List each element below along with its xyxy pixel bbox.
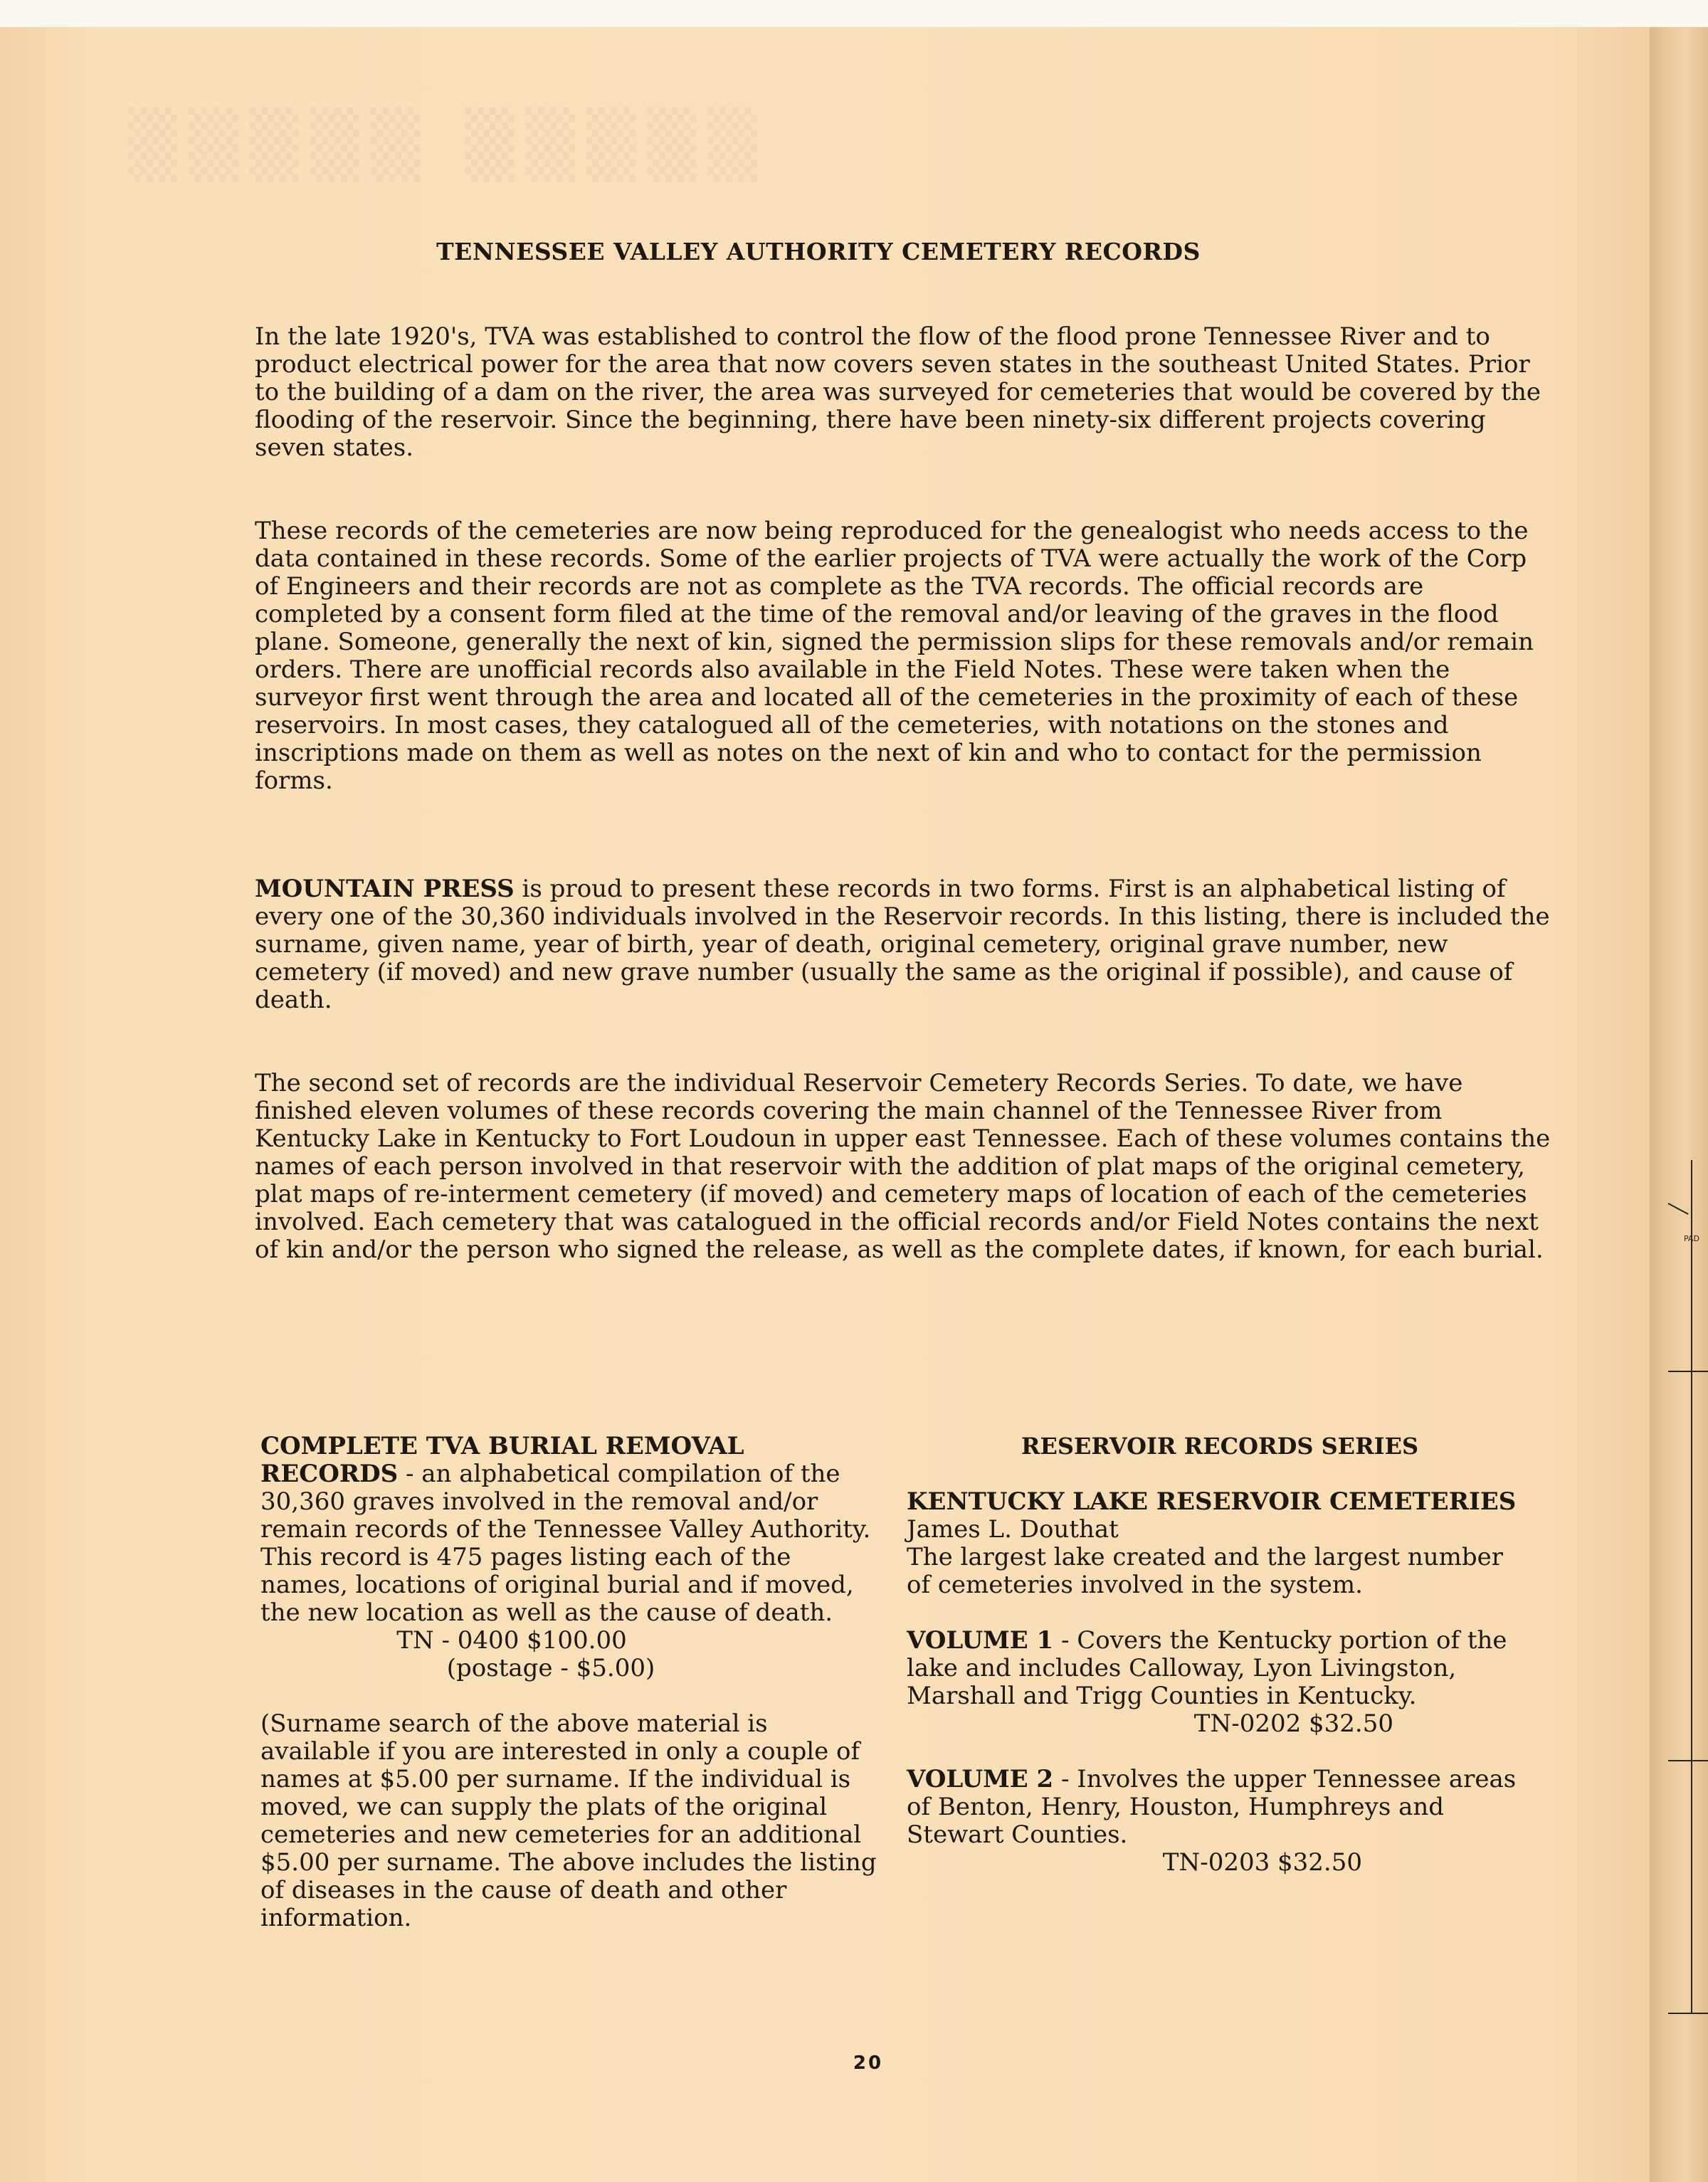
- volume-1-text: - Covers the Kentucky portion of the lake and includes Calloway, Lyon Livingston, Marshall and Trigg Counties in Kentucky.: [907, 1626, 1507, 1710]
- spacer: [907, 1460, 1533, 1488]
- bleed-through-text: ▒▒▒▒▒ ▒▒▒▒▒: [128, 107, 769, 182]
- kentucky-lake-description: The largest lake created and the largest number of cemeteries involved in the system.: [907, 1543, 1504, 1599]
- reservoir-series-heading: RESERVOIR RECORDS SERIES: [1021, 1433, 1419, 1460]
- burial-removal-text: - an alphabetical compilation of the 30,360 graves involved in the removal and/or remain records of the Tennessee Valley Authority. This record is 475 pages listing each of the names, locations of original burial and if moved, the new location as well as the cause of death.: [260, 1460, 871, 1627]
- volume-2-entry: [907, 1766, 1533, 1849]
- adjacent-page-edge: [1650, 27, 1708, 2182]
- mountain-press-name: MOUNTAIN PRESS: [255, 875, 515, 903]
- page-number: 20: [853, 2052, 884, 2074]
- volume-1-price: TN-0202 $32.50: [1193, 1709, 1393, 1738]
- scan-top-margin: [0, 0, 1708, 27]
- kentucky-lake-entry: [907, 1488, 1533, 1544]
- adjacent-page-fragment: PAD: [1684, 1234, 1699, 1243]
- surname-search-note: (Surname search of the above material is available if you are interested in only a couple of names at $5.00 per surname. If the individual is moved, we can supply the plats of the original cemeteries and new cemeteries for an additional $5.00 per surname. The above includes the listing of diseases in the cause of death and other information.: [260, 1709, 877, 1932]
- mountain-press-paragraph: [255, 875, 1557, 1014]
- volume-2-label: VOLUME 2: [907, 1765, 1054, 1793]
- spacer: [907, 1738, 1533, 1766]
- page-title: TENNESSEE VALLEY AUTHORITY CEMETERY RECORDS: [436, 238, 1201, 265]
- burial-removal-price: TN - 0400 $100.00: [396, 1626, 627, 1655]
- mountain-press-text: is proud to present these records in two forms. First is an alphabetical listing of every one of the 30,360 individuals involved in the Reservoir records. In this listing, there is included the surname, given name, year of birth, year of death, original cemetery, original grave number, new cemetery (if moved) and new grave number (usually the same as the original if possible), and cause of death.: [255, 875, 1550, 1014]
- spacer: [907, 1599, 1533, 1627]
- volume-1-label: VOLUME 1: [907, 1626, 1054, 1655]
- volume-2-text: - Involves the upper Tennessee areas of Benton, Henry, Houston, Humphreys and Stewart Counties.: [907, 1765, 1517, 1849]
- kentucky-lake-title: KENTUCKY LAKE RESERVOIR CEMETERIES: [907, 1487, 1517, 1516]
- volume-1-entry: [907, 1627, 1533, 1710]
- burial-removal-heading: COMPLETE TVA BURIAL REMOVAL RECORDS: [260, 1432, 744, 1488]
- kentucky-lake-author: James L. Douthat: [907, 1515, 1119, 1544]
- burial-removal-description: [260, 1433, 877, 1627]
- records-paragraph: These records of the cemeteries are now being reproduced for the genealogist who needs access to the data contained in these records. Some of the earlier projects of TVA were actually the work of the Corp of Engineers and their records are not as complete as the TVA records. The official records are completed by a consent form filed at the time of the removal and/or leaving of the graves in the flood plane. Someone, generally the next of kin, signed the permission slips for these removals and/or remain orders. There are unofficial records also available in the Field Notes. These were taken when the surveyor first went through the area and located all of the cemeteries in the proximity of each of these reservoirs. In most cases, they catalogued all of the cemeteries, with notations on the stones and inscriptions made on them as well as notes on the next of kin and who to contact for the permission forms.: [255, 517, 1534, 795]
- right-column: [907, 1433, 1533, 1877]
- series-paragraph: The second set of records are the individual Reservoir Cemetery Records Series. To date, we have finished eleven volumes of these records covering the main channel of the Tennessee River from Kentucky Lake in Kentucky to Fort Loudoun in upper east Tennessee. Each of these volumes contains the names of each person involved in that reservoir with the addition of plat maps of the original cemetery, plat maps of re-interment cemetery (if moved) and cemetery maps of location of each of the cemeteries involved. Each cemetery that was catalogued in the official records and/or Field Notes contains the next of kin and/or the person who signed the release, as well as the complete dates, if known, for each burial.: [255, 1069, 1551, 1264]
- burial-removal-postage: (postage - $5.00): [446, 1654, 655, 1682]
- left-column: [260, 1433, 877, 1932]
- volume-2-price: TN-0203 $32.50: [1162, 1848, 1362, 1877]
- intro-paragraph: In the late 1920's, TVA was established to control the flow of the flood prone Tennessee River and to product electrical power for the area that now covers seven states in the southeast United States. Prior to the building of a dam on the river, the area was surveyed for cemeteries that would be covered by the flooding of the reservoir. Since the beginning, there have been ninety-six different projects covering seven states.: [255, 322, 1541, 462]
- spacer: [260, 1682, 877, 1710]
